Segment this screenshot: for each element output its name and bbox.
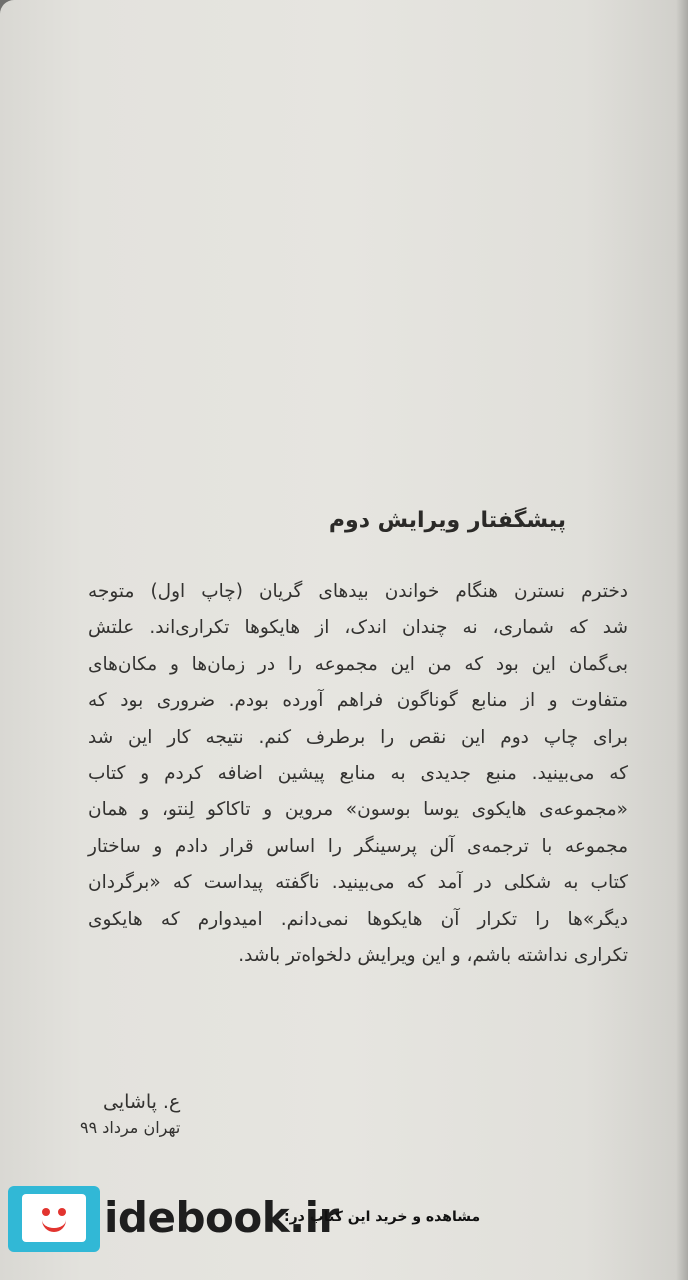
signature-block [80,1088,180,1140]
text-line: دخترم نسترن هنگام خواندن بیدهای گریان (چاپ اول) متوجه [88,581,628,602]
text-line: دیگر»ها را تکرار آن هایکوها نمی‌دانم. امیدوارم که هایکوی [88,908,628,930]
eye-right [58,1208,66,1216]
text-line: شد که شماری، نه چندان اندک، از هایکوها تکراری‌اند. علتش [88,617,628,639]
text-line: که می‌بینید. منبع جدیدی به منابع پیشین اضافه کردم و کتاب [88,762,628,784]
watermark-banner[interactable] [8,1186,568,1256]
brand-link[interactable]: idebook.ir [104,1193,339,1242]
eye-left [42,1208,50,1216]
smile-mouth [42,1218,66,1232]
signature-name: ع. پاشایی [102,1091,181,1113]
book-shape [22,1194,86,1242]
smile-face [36,1208,72,1228]
text-line: «مجموعه‌ی هایکوی یوسا بوسون» مروین و تاکاکو لِنتو، و همان [88,799,628,821]
body-paragraph [88,574,628,974]
page-heading: پیشگفتار ویرایش دوم [328,508,566,533]
signature-date: تهران مرداد ۹۹ [80,1118,181,1137]
text-line: برای چاپ دوم این نقص را برطرف کنم. نتیجه کار این شد [88,726,628,748]
watermark-tagline: مشاهده و خرید این کتاب در: [284,1209,481,1225]
text-line: متفاوت و از منابع گوناگون فراهم آورده بودم. ضروری بود که [88,690,628,712]
text-line: تکراری نداشته باشم، و این ویرایش دلخواه‌تر باشد. [238,944,628,966]
page-edge-shadow [676,0,688,1280]
text-line: بی‌گمان این بود که من این مجموعه را در زمان‌ها و مکان‌های [88,653,628,675]
smiling-book-icon [8,1186,100,1252]
text-line: مجموعه با ترجمه‌ی آلن پرسینگر را اساس قرار دادم و ساختار [88,835,628,857]
text-line: کتاب به شکلی در آمد که می‌بینید. ناگفته پیداست که «برگردان [88,872,628,894]
